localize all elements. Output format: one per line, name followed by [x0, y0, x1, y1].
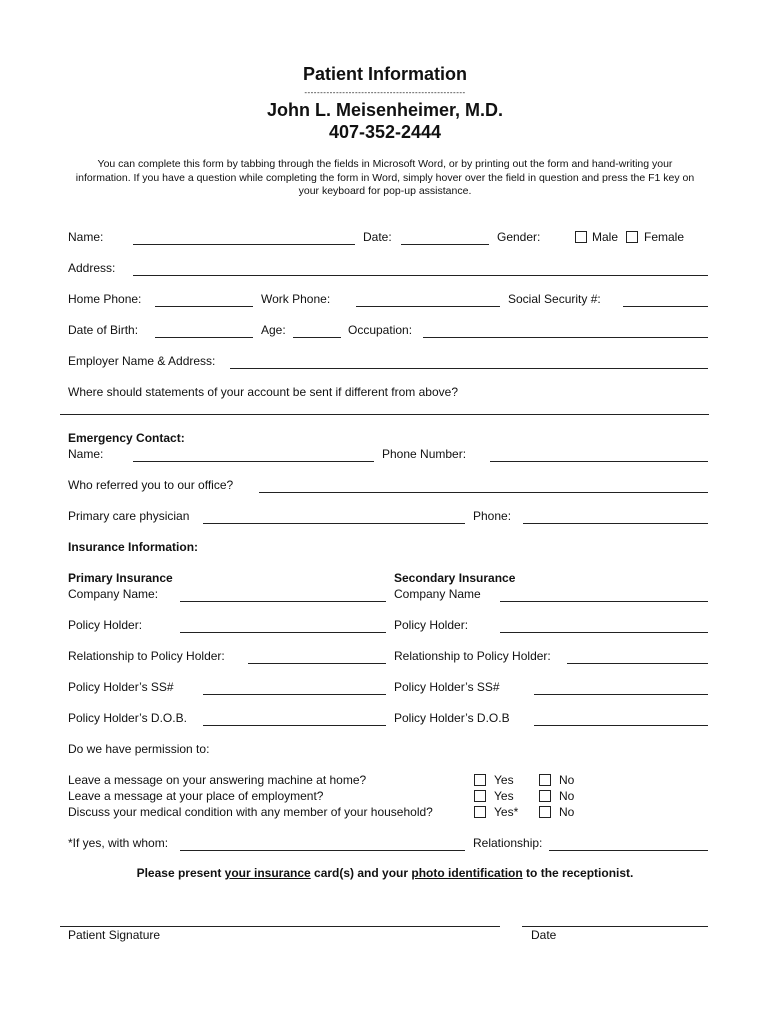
secondary-dob-label: Policy Holder’s D.O.B	[394, 711, 510, 725]
primary-relationship-label: Relationship to Policy Holder:	[68, 649, 225, 663]
primary-insurance-heading: Primary Insurance	[68, 571, 173, 585]
primary-holder-field[interactable]	[180, 632, 386, 633]
male-label: Male	[592, 230, 619, 244]
pcp-phone-label: Phone:	[473, 509, 512, 523]
signature-label: Patient Signature	[68, 928, 161, 942]
work-phone-label: Work Phone:	[261, 292, 331, 306]
pcp-field[interactable]	[203, 523, 465, 524]
female-checkbox[interactable]	[626, 231, 638, 243]
emergency-phone-field[interactable]	[490, 461, 708, 462]
primary-dob-label: Policy Holder’s D.O.B.	[68, 711, 187, 725]
secondary-holder-field[interactable]	[500, 632, 708, 633]
present-notice: Please present your insurance card(s) and your photo identification to the receptionist.	[136, 866, 634, 880]
signature-date-label: Date	[531, 928, 557, 942]
q2-yes-label: Yes	[494, 789, 514, 803]
referred-label: Who referred you to our office?	[68, 478, 234, 492]
secondary-company-field[interactable]	[500, 601, 708, 602]
secondary-relationship-label: Relationship to Policy Holder:	[394, 649, 551, 663]
age-label: Age:	[261, 323, 286, 337]
q1-yes-checkbox[interactable]	[474, 774, 486, 786]
emergency-name-field[interactable]	[133, 461, 374, 462]
secondary-ss-field[interactable]	[534, 694, 708, 695]
primary-company-field[interactable]	[180, 601, 386, 602]
occupation-label: Occupation:	[348, 323, 413, 337]
q3-yes-checkbox[interactable]	[474, 806, 486, 818]
q1-yes-label: Yes	[494, 773, 514, 787]
office-phone: 407-352-2444	[328, 122, 442, 142]
employer-label: Employer Name & Address:	[68, 354, 216, 368]
household-relationship-label: Relationship:	[473, 836, 543, 850]
primary-ss-label: Policy Holder’s SS#	[68, 680, 174, 694]
pcp-phone-field[interactable]	[523, 523, 708, 524]
secondary-holder-label: Policy Holder:	[394, 618, 469, 632]
q3-no-label: No	[559, 805, 575, 819]
name-field[interactable]	[133, 244, 355, 245]
permission-q1: Leave a message on your answering machine at home?	[68, 773, 367, 787]
if-yes-label: *If yes, with whom:	[68, 836, 169, 850]
employer-field[interactable]	[230, 368, 708, 369]
q2-no-checkbox[interactable]	[539, 790, 551, 802]
title-underline: ---------------------------------------------------	[304, 88, 466, 97]
permission-heading: Do we have permission to:	[68, 742, 210, 756]
dob-label: Date of Birth:	[68, 323, 139, 337]
emergency-heading: Emergency Contact:	[68, 431, 185, 445]
secondary-insurance-heading: Secondary Insurance	[394, 571, 516, 585]
address-field[interactable]	[133, 275, 708, 276]
secondary-ss-label: Policy Holder’s SS#	[394, 680, 500, 694]
name-label: Name:	[68, 230, 104, 244]
secondary-dob-field[interactable]	[534, 725, 708, 726]
secondary-company-label: Company Name	[394, 587, 481, 601]
work-phone-field[interactable]	[356, 306, 500, 307]
q3-no-checkbox[interactable]	[539, 806, 551, 818]
primary-relationship-field[interactable]	[248, 663, 386, 664]
statements-label: Where should statements of your account be sent if different from above?	[68, 385, 458, 399]
primary-holder-label: Policy Holder:	[68, 618, 143, 632]
male-checkbox[interactable]	[575, 231, 587, 243]
intro-text: You can complete this form by tabbing through the fields in Microsoft Word, or by printing out the form and hand-writing your information. If you have a question while completing the form in Word, simply hover over the field in question and press the F1 key on your keyboard for pop-up assistance.	[75, 158, 695, 197]
date-label: Date:	[363, 230, 392, 244]
q3-yes-label: Yes*	[494, 805, 519, 819]
emergency-phone-label: Phone Number:	[382, 447, 467, 461]
signature-line[interactable]	[60, 926, 500, 927]
household-relationship-field[interactable]	[549, 850, 708, 851]
q2-no-label: No	[559, 789, 575, 803]
doctor-name: John L. Meisenheimer, M.D.	[266, 100, 504, 120]
emergency-name-label: Name:	[68, 447, 104, 461]
referred-field[interactable]	[259, 492, 708, 493]
insurance-heading: Insurance Information:	[68, 540, 199, 554]
ssn-label: Social Security #:	[508, 292, 601, 306]
q1-no-checkbox[interactable]	[539, 774, 551, 786]
home-phone-label: Home Phone:	[68, 292, 142, 306]
pcp-label: Primary care physician	[68, 509, 190, 523]
date-field[interactable]	[401, 244, 489, 245]
home-phone-field[interactable]	[155, 306, 253, 307]
permission-q2: Leave a message at your place of employment?	[68, 789, 324, 803]
occupation-field[interactable]	[423, 337, 708, 338]
ssn-field[interactable]	[623, 306, 708, 307]
primary-company-label: Company Name:	[68, 587, 159, 601]
female-label: Female	[644, 230, 685, 244]
secondary-relationship-field[interactable]	[567, 663, 708, 664]
section-divider	[60, 414, 709, 415]
if-yes-field[interactable]	[180, 850, 465, 851]
dob-field[interactable]	[155, 337, 253, 338]
signature-date-line[interactable]	[522, 926, 708, 927]
q1-no-label: No	[559, 773, 575, 787]
permission-q3: Discuss your medical condition with any member of your household?	[68, 805, 433, 819]
gender-label: Gender:	[497, 230, 541, 244]
primary-ss-field[interactable]	[203, 694, 386, 695]
primary-dob-field[interactable]	[203, 725, 386, 726]
q2-yes-checkbox[interactable]	[474, 790, 486, 802]
age-field[interactable]	[293, 337, 341, 338]
form-title: Patient Information	[302, 64, 467, 84]
address-label: Address:	[68, 261, 116, 275]
